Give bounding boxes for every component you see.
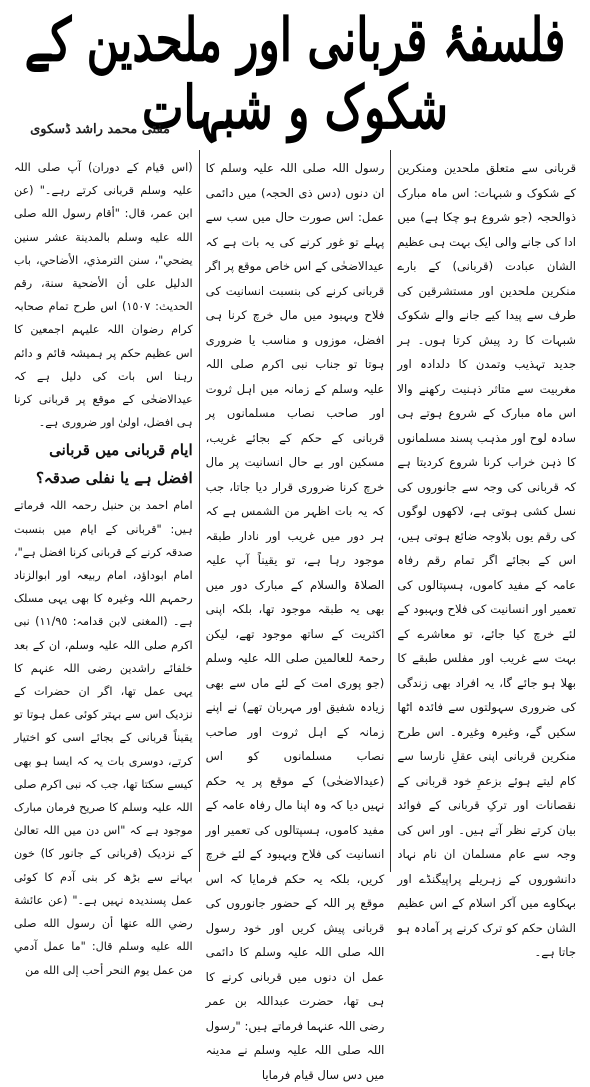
section-subheading: ایام قربانی میں قربانی افضل ہے یا نفلی صدقہ؟ xyxy=(35,441,193,488)
column-middle-text: رسول اللہ صلی اللہ علیہ وسلم کا ان دنوں (دس ذی الحجہ) میں دائمی عمل: اس صورت حال میں سب سے پہلے تو غور کرنے کی یہ بات ہے کہ عیدالاضحٰی کے اس خاص موقع پر اگر قربانی کرنے کی بنسبت انسانیت کی فلاح وبہبود میں مال خرچ کرنا ہی افضل، موزوں و مناسب یا ضروری ہوتا تو جناب نبی اکرم صلی اللہ علیہ وسلم کے زمانہ میں اہل ثروت اور صاحب نصاب مسلمانوں پر قربانی کے حکم کے بجائے غریب، مسکین اور بے حال انسانیت پر مال خرچ کرنا ضروری قرار دیا جاتا، جب کہ یہ بات اظہر من الشمس ہے کہ ہر دور میں غریب اور نادار طبقہ موجود رہا ہے، تو یقیناً آپ علیہ الصلاۃ والسلام کے مبارک دور میں بھی یہ طبقہ موجود تھا، بلکہ اپنی اکثریت کے ساتھ موجود تھے، لیکن رحمۃ للعالمین صلی اللہ علیہ وسلم (جو پوری امت کے لئے ماں سے بھی زیادہ شفیق اور مہربان تھے) نے اپنے زمانہ کے اہل ثروت اور صاحب نصاب مسلمانوں کو اس (عیدالاضحٰی) کے موقع پر یہ حکم نہیں دیا کہ وہ اپنا مال رفاہ عامہ کے مفید کاموں، ہسپتالوں کی تعمیر اور انسانیت کی فلاح وبہبود کے لئے خرچ کریں، بلکہ یہ حکم فرمایا کہ اس موقع پر اللہ کے حضور جانوروں کی قربانی پیش کریں اور خود رسول اللہ صلی اللہ علیہ وسلم کا دائمی عمل ان دنوں میں قربانی کرنے کا ہی تھا، حضرت عبداللہ بن عمر رضی اللہ عنہما فرماتے ہیں: "رسول اللہ صلی اللہ علیہ وسلم نے مدینہ میں دس سال قیام فرمایا xyxy=(205,161,385,1082)
article-columns xyxy=(8,150,582,1082)
column-left-text: (اس قیام کے دوران) آپ صلی اللہ علیہ وسلم قربانی کرتے رہے۔" (عن ابن عمر، قال: "أقام رسول الله صلى الله عليه وسلم بالمدينة عشر سنين يضحي"، سنن الترمذي، الأضاحي، باب الدليل على أن الأضحية سنة، رقم الحديث: ١٥٠٧) اس طرح تمام صحابہ کرام رضوان اللہ علیہم اجمعین کا اس عظیم حکم پر ہمیشہ قائم و دائم رہنا اس بات کی دلیل ہے کہ عیدالاضحٰی کے موقع پر قربانی کرنا ہی افضل، اولیٰ اور ضروری ہے۔ xyxy=(13,161,193,430)
column-middle xyxy=(200,150,391,1082)
author-byline: مفتی محمد راشد ڈسکوی xyxy=(30,122,170,137)
column-left xyxy=(8,150,199,977)
column-right xyxy=(391,150,582,959)
article-headline: فلسفۂ قربانی اور ملحدین کے شکوک و شبہات xyxy=(24,6,566,143)
column-left-text-continued: امام احمد بن حنبل رحمہ اللہ فرماتے ہیں: "قربانی کے ایام میں بنسبت صدقہ کرنے کے قربانی کرنا افضل ہے"، امام ابوداؤد، امام ربیعہ اور ابوالزناد رحمہم اللہ وغیرہ کا بھی یہی مسلک ہے۔ (المغنی لابن قدامہ: ١١/٩٥) نبی اکرم صلی اللہ علیہ وسلم، ان کے بعد خلفائے راشدین رضی اللہ عنہم کا یہی عمل تھا، اگر ان حضرات کے نزدیک اس سے بہتر کوئی عمل ہوتا تو یقیناً قربانی کے بجائے اسی کو اختیار کرتے، دوسری بات یہ کہ ایسا ہو بھی کیسے سکتا تھا، جب کہ نبی اکرم صلی اللہ علیہ وسلم کا صریح فرمان مبارک موجود ہے کہ "اس دن میں اللہ تعالیٰ کے نزدیک (قربانی کے جانور کا) خون بہانے سے بڑھ کر بنی آدم کا کوئی عمل پسندیدہ نہیں ہے۔" (عن عائشة رضي الله عنها أن رسول الله صلى الله عليه وسلم قال: "ما عمل آدمي من عمل يوم النحر أحب إلى الله من xyxy=(13,499,193,977)
column-right-text: قربانی سے متعلق ملحدین ومنکرین کے شکوک و شبہات: اس ماہ مبارک ذوالحجہ (جو شروع ہو چکا ہے) میں ادا کی جانے والی ایک بہت ہی عظیم الشان عبادت (قربانی) کے بارے منکرین ملحدین اور مستشرقین کی طرف سے پیدا کیے جانے والے شکوک شبہات کا رد پیش کرتا ہوں۔ ہر جدید تہذیب وتمدن کا دلدادہ اور مغربیت سے متاثر ذہنیت رکھنے والا اس ماہ مبارک کے شروع ہوتے ہی سادہ لوح اور مذہب پسند مسلمانوں کا ذہن خراب کرنا شروع کردیتا ہے کہ قربانی کی وجہ سے جانوروں کی نسل کشی ہوتی ہے، لاکھوں لوگوں کی رقم یوں بلاوجہ ضائع ہوتی ہیں، اس کے بجائے اگر تمام رقم رفاہ عامہ کے مفید کاموں، ہسپتالوں کی تعمیر اور انسانیت کی فلاح وبہبود کے لئے خرچ کیا جائے، تو معاشرے کے بہت سے غریب اور مفلس طبقے کا بھلا ہو جائے گا، یہ افراد بھی زندگی کی ضروری سہولتوں سے فائدہ اٹھا سکیں گے، وغیرہ وغیرہ۔ اس طرح منکرین قربانی اپنی عقلِ نارسا سے کام لیتے ہوئے بزعمِ خود قربانی کے نقصانات اور ترکِ قربانی کے فوائد بیان کرتے نظر آتے ہیں۔ اور اس کی وجہ سے عام مسلمان ان نام نہاد دانشوروں کے زہریلے پراپیگنڈے اور بہکاوے میں آکر اسلام کے اس عظیم الشان حکم کو ترک کرنے پر آمادہ ہو جاتا ہے۔ xyxy=(397,161,576,959)
